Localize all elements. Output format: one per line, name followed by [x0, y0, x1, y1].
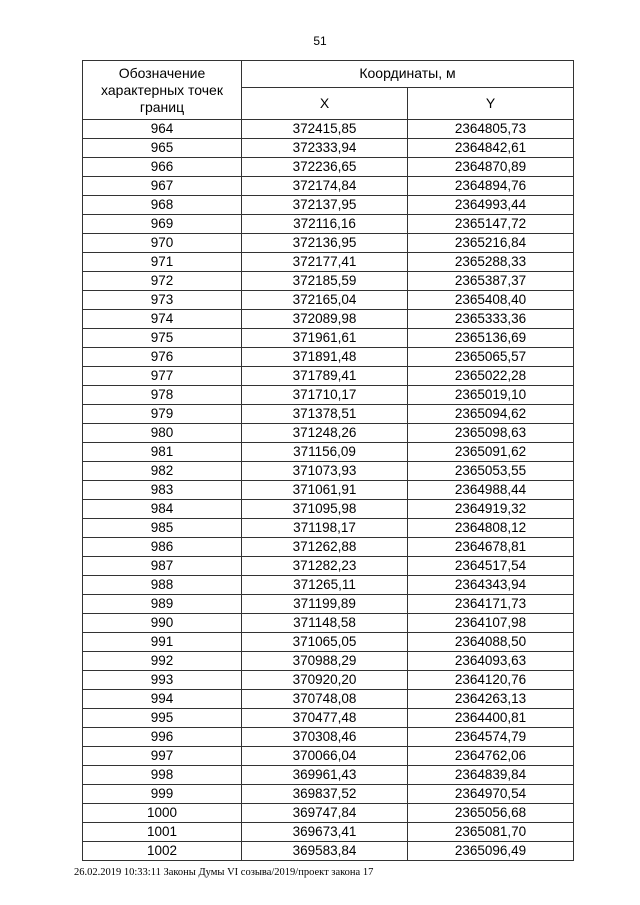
point-cell: 981	[83, 443, 242, 462]
point-cell: 982	[83, 462, 242, 481]
x-cell: 370308,46	[242, 728, 408, 747]
y-cell: 2364870,89	[408, 158, 574, 177]
y-cell: 2365096,49	[408, 842, 574, 861]
point-cell: 989	[83, 595, 242, 614]
table-row	[83, 272, 574, 291]
table-row	[83, 120, 574, 139]
table-row	[83, 234, 574, 253]
table-row	[83, 747, 574, 766]
y-cell: 2364171,73	[408, 595, 574, 614]
y-cell: 2364120,76	[408, 671, 574, 690]
y-cell: 2364808,12	[408, 519, 574, 538]
table-row	[83, 785, 574, 804]
table-row	[83, 291, 574, 310]
x-cell: 372415,85	[242, 120, 408, 139]
table-row	[83, 405, 574, 424]
x-cell: 371265,11	[242, 576, 408, 595]
y-cell: 2365056,68	[408, 804, 574, 823]
table-row	[83, 177, 574, 196]
y-cell: 2365053,55	[408, 462, 574, 481]
point-cell: 1002	[83, 842, 242, 861]
table-row	[83, 443, 574, 462]
x-cell: 372089,98	[242, 310, 408, 329]
y-cell: 2365408,40	[408, 291, 574, 310]
y-cell: 2364842,61	[408, 139, 574, 158]
point-cell: 967	[83, 177, 242, 196]
point-cell: 975	[83, 329, 242, 348]
y-cell: 2365136,69	[408, 329, 574, 348]
x-cell: 370066,04	[242, 747, 408, 766]
y-cell: 2365098,63	[408, 424, 574, 443]
point-cell: 993	[83, 671, 242, 690]
page-number: 51	[313, 34, 327, 48]
table-row	[83, 842, 574, 861]
table-row	[83, 386, 574, 405]
y-cell: 2364093,63	[408, 652, 574, 671]
x-cell: 372236,65	[242, 158, 408, 177]
table-row	[83, 367, 574, 386]
x-cell: 371073,93	[242, 462, 408, 481]
footer-stamp: 26.02.2019 10:33:11 Законы Думы VI созыва/2019/проект закона 17	[74, 867, 374, 878]
table-row	[83, 348, 574, 367]
table-row	[83, 709, 574, 728]
y-cell: 2365333,36	[408, 310, 574, 329]
table-row	[83, 671, 574, 690]
x-cell: 372137,95	[242, 196, 408, 215]
y-column-header: Y	[408, 87, 574, 119]
x-cell: 371282,23	[242, 557, 408, 576]
point-cell: 964	[83, 120, 242, 139]
point-cell: 976	[83, 348, 242, 367]
x-cell: 370988,29	[242, 652, 408, 671]
point-cell: 969	[83, 215, 242, 234]
table-row	[83, 481, 574, 500]
y-cell: 2364263,13	[408, 690, 574, 709]
x-cell: 371710,17	[242, 386, 408, 405]
y-cell: 2365091,62	[408, 443, 574, 462]
y-cell: 2365288,33	[408, 253, 574, 272]
point-cell: 972	[83, 272, 242, 291]
point-cell: 999	[83, 785, 242, 804]
table-body	[83, 120, 574, 861]
table-row	[83, 424, 574, 443]
point-cell: 983	[83, 481, 242, 500]
table-row	[83, 215, 574, 234]
x-cell: 371199,89	[242, 595, 408, 614]
y-cell: 2365019,10	[408, 386, 574, 405]
table-row	[83, 766, 574, 785]
y-cell: 2364400,81	[408, 709, 574, 728]
y-cell: 2364839,84	[408, 766, 574, 785]
point-cell: 995	[83, 709, 242, 728]
point-cell: 998	[83, 766, 242, 785]
y-cell: 2364107,98	[408, 614, 574, 633]
x-cell: 371789,41	[242, 367, 408, 386]
point-cell: 992	[83, 652, 242, 671]
x-cell: 371198,17	[242, 519, 408, 538]
table-row	[83, 139, 574, 158]
table-row	[83, 690, 574, 709]
point-cell: 965	[83, 139, 242, 158]
point-cell: 987	[83, 557, 242, 576]
table-row	[83, 804, 574, 823]
x-cell: 372185,59	[242, 272, 408, 291]
table-row	[83, 329, 574, 348]
table-row	[83, 576, 574, 595]
point-cell: 974	[83, 310, 242, 329]
y-cell: 2365094,62	[408, 405, 574, 424]
y-cell: 2364574,79	[408, 728, 574, 747]
table-row	[83, 614, 574, 633]
y-cell: 2364517,54	[408, 557, 574, 576]
point-cell: 971	[83, 253, 242, 272]
point-cell: 996	[83, 728, 242, 747]
y-cell: 2365387,37	[408, 272, 574, 291]
point-cell: 994	[83, 690, 242, 709]
table-row	[83, 500, 574, 519]
y-cell: 2364919,32	[408, 500, 574, 519]
table-row	[83, 595, 574, 614]
point-designation-header: Обозначение характерных точек границ	[83, 61, 242, 120]
x-cell: 371248,26	[242, 424, 408, 443]
x-cell: 371891,48	[242, 348, 408, 367]
x-cell: 371061,91	[242, 481, 408, 500]
table-row	[83, 823, 574, 842]
x-cell: 369673,41	[242, 823, 408, 842]
table-row	[83, 462, 574, 481]
x-cell: 371262,88	[242, 538, 408, 557]
y-cell: 2364805,73	[408, 120, 574, 139]
x-cell: 369583,84	[242, 842, 408, 861]
table-row	[83, 310, 574, 329]
y-cell: 2364993,44	[408, 196, 574, 215]
point-cell: 1000	[83, 804, 242, 823]
point-cell: 979	[83, 405, 242, 424]
x-column-header: X	[242, 87, 408, 119]
point-cell: 977	[83, 367, 242, 386]
point-cell: 984	[83, 500, 242, 519]
x-cell: 371065,05	[242, 633, 408, 652]
point-cell: 970	[83, 234, 242, 253]
table-row	[83, 728, 574, 747]
point-cell: 997	[83, 747, 242, 766]
y-cell: 2364970,54	[408, 785, 574, 804]
point-cell: 986	[83, 538, 242, 557]
y-cell: 2364762,06	[408, 747, 574, 766]
table-row	[83, 158, 574, 177]
x-cell: 371961,61	[242, 329, 408, 348]
x-cell: 371156,09	[242, 443, 408, 462]
x-cell: 371095,98	[242, 500, 408, 519]
point-cell: 1001	[83, 823, 242, 842]
point-cell: 988	[83, 576, 242, 595]
x-cell: 369837,52	[242, 785, 408, 804]
point-cell: 968	[83, 196, 242, 215]
y-cell: 2364678,81	[408, 538, 574, 557]
y-cell: 2365147,72	[408, 215, 574, 234]
x-cell: 372165,04	[242, 291, 408, 310]
x-cell: 372333,94	[242, 139, 408, 158]
y-cell: 2364343,94	[408, 576, 574, 595]
x-cell: 370477,48	[242, 709, 408, 728]
point-cell: 966	[83, 158, 242, 177]
table-row	[83, 253, 574, 272]
y-cell: 2365081,70	[408, 823, 574, 842]
y-cell: 2365022,28	[408, 367, 574, 386]
y-cell: 2365065,57	[408, 348, 574, 367]
table-row	[83, 633, 574, 652]
table-row	[83, 538, 574, 557]
x-cell: 372136,95	[242, 234, 408, 253]
point-cell: 973	[83, 291, 242, 310]
point-cell: 978	[83, 386, 242, 405]
x-cell: 369961,43	[242, 766, 408, 785]
x-cell: 370748,08	[242, 690, 408, 709]
x-cell: 371378,51	[242, 405, 408, 424]
x-cell: 369747,84	[242, 804, 408, 823]
coordinates-table	[82, 60, 574, 861]
table-row	[83, 196, 574, 215]
y-cell: 2365216,84	[408, 234, 574, 253]
x-cell: 372177,41	[242, 253, 408, 272]
y-cell: 2364988,44	[408, 481, 574, 500]
x-cell: 372174,84	[242, 177, 408, 196]
coordinates-header: Координаты, м	[242, 61, 574, 88]
point-cell: 985	[83, 519, 242, 538]
x-cell: 372116,16	[242, 215, 408, 234]
point-cell: 991	[83, 633, 242, 652]
table-row	[83, 557, 574, 576]
point-cell: 980	[83, 424, 242, 443]
table-header	[83, 61, 574, 120]
table-row	[83, 652, 574, 671]
x-cell: 370920,20	[242, 671, 408, 690]
y-cell: 2364088,50	[408, 633, 574, 652]
y-cell: 2364894,76	[408, 177, 574, 196]
x-cell: 371148,58	[242, 614, 408, 633]
table-row	[83, 519, 574, 538]
point-cell: 990	[83, 614, 242, 633]
